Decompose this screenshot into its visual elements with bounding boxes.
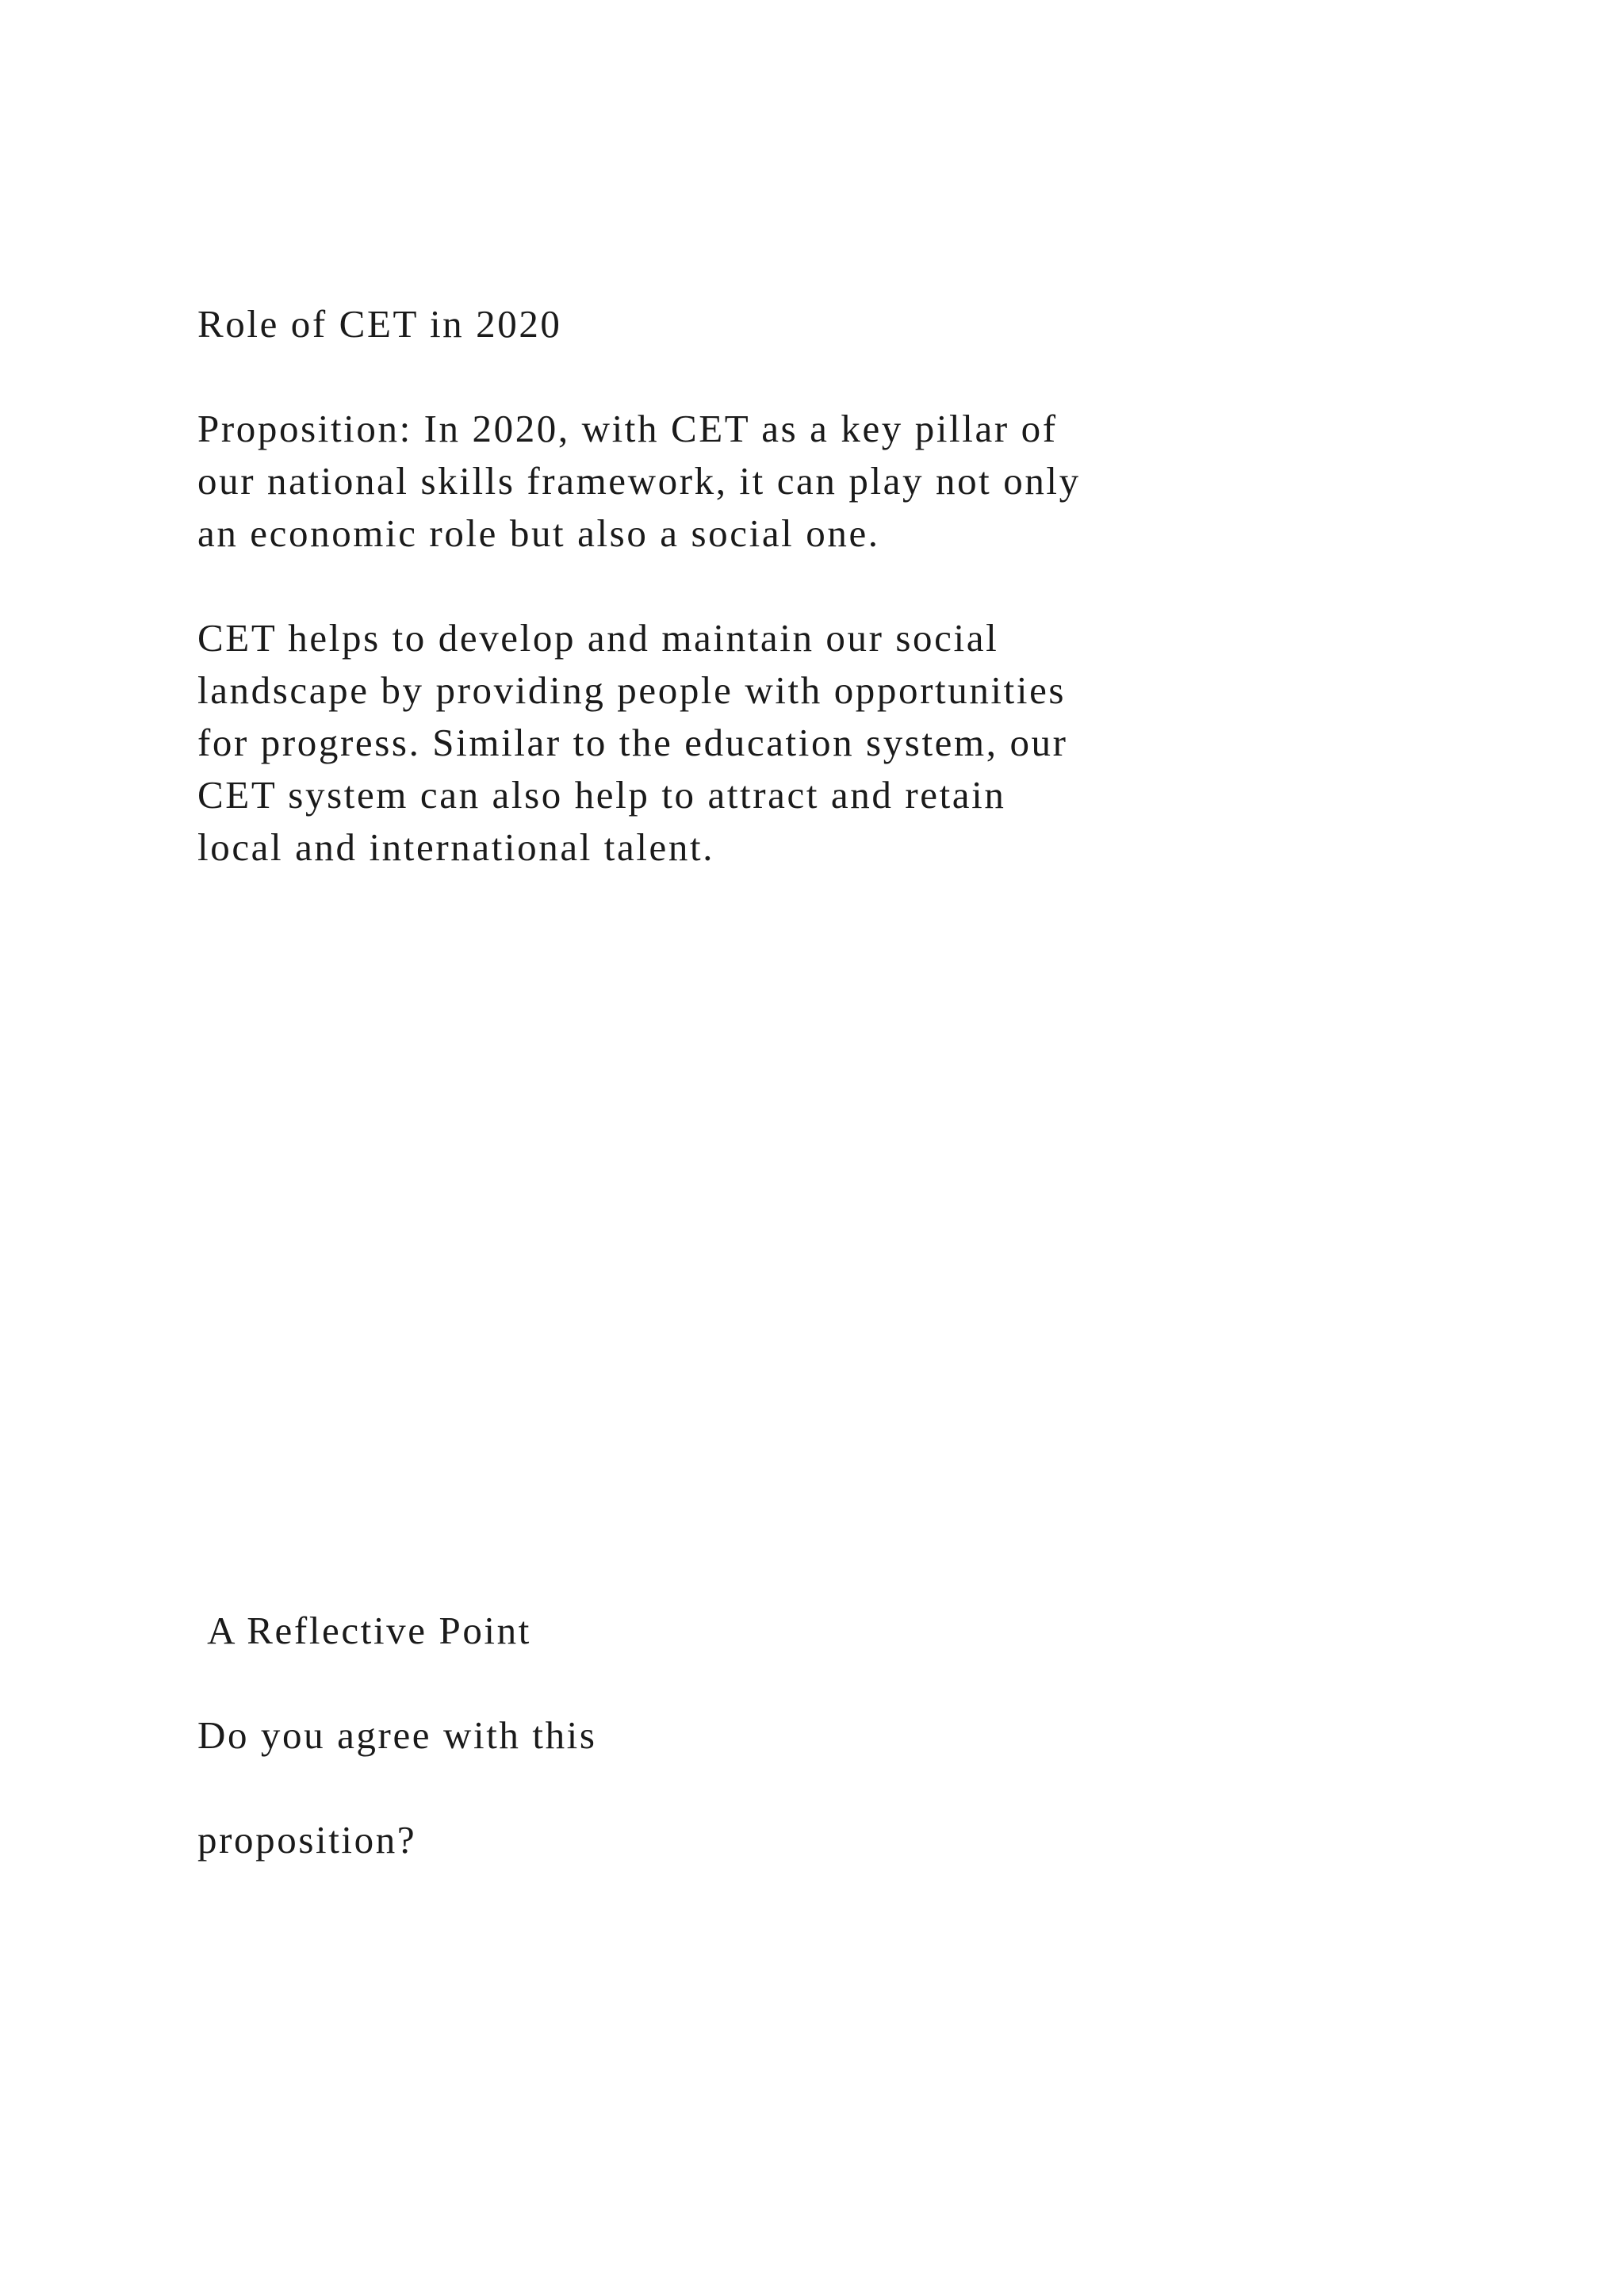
body-line: CET helps to develop and maintain our social	[197, 616, 999, 660]
body-line: CET system can also help to attract and retain	[197, 773, 1006, 817]
reflective-heading: A Reflective Point	[197, 1609, 531, 1652]
question-line: Do you agree with this	[197, 1713, 597, 1757]
body-line: for progress. Similar to the education system, our	[197, 721, 1068, 764]
proposition-line: an economic role but also a social one.	[197, 511, 880, 555]
proposition-line: our national skills framework, it can play not only	[197, 459, 1081, 503]
proposition-line: Proposition: In 2020, with CET as a key pillar of	[197, 407, 1058, 450]
document-title: Role of CET in 2020	[197, 302, 562, 346]
body-line: landscape by providing people with opportunities	[197, 668, 1067, 712]
question-line: proposition?	[197, 1818, 417, 1862]
body-line: local and international talent.	[197, 825, 715, 869]
